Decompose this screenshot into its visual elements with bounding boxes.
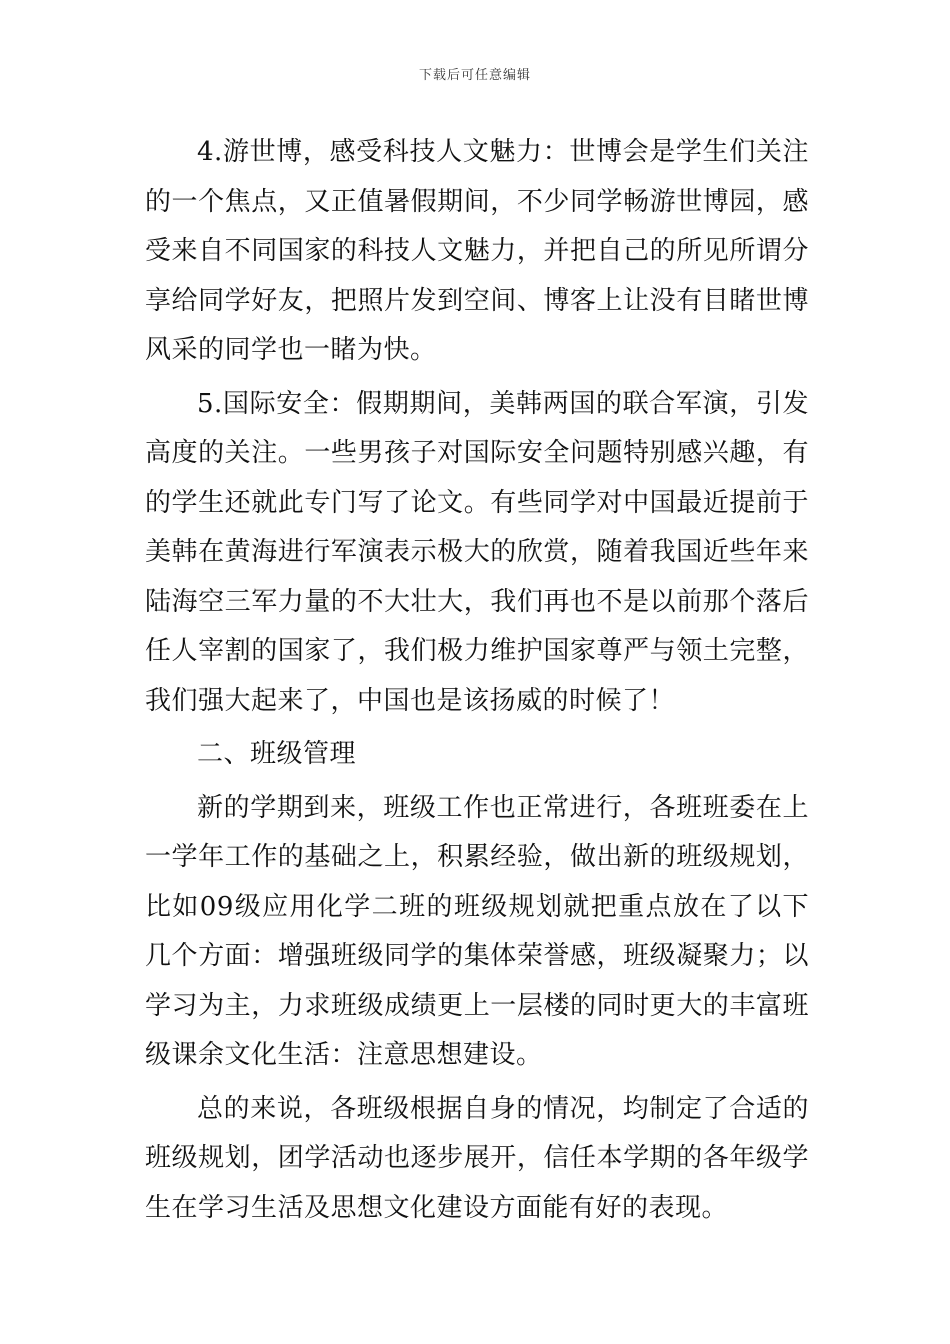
paragraph-expo: 4.游世博，感受科技人文魅力：世博会是学生们关注的一个焦点，又正值暑假期间，不少同学畅游世博园，感受来自不同国家的科技人文魅力，并把自己的所见所谓分享给同学好友，把照片发到空间、博客上让没有目睹世博风采的同学也一睹为快。	[145, 137, 809, 365]
paragraph-new-semester: 新的学期到来，班级工作也正常进行，各班班委在上一学年工作的基础之上，积累经验，做出新的班级规划，比如09级应用化学二班的班级规划就把重点放在了以下几个方面：增强班级同学的集体荣誉感，班级凝聚力；以学习为主，力求班级成绩更上一层楼的同时更大的丰富班级课余文化生活：注意思想建设。	[145, 792, 809, 1070]
paragraph-international-security: 5.国际安全：假期期间，美韩两国的联合军演，引发高度的关注。一些男孩子对国际安全问题特别感兴趣，有的学生还就此专门写了论文。有些同学对中国最近提前于美韩在黄海进行军演表示极大的欣赏，随着我国近些年来陆海空三军力量的不大壮大，我们再也不是以前那个落后任人宰割的国家了，我们极力维护国家尊严与领土完整，我们强大起来了，中国也是该扬威的时候了！	[145, 388, 809, 716]
section-heading-class-management: 二、班级管理	[197, 739, 357, 769]
paragraph-summary: 总的来说，各班级根据自身的情况，均制定了合适的班级规划，团学活动也逐步展开，信任本学期的各年级学生在学习生活及思想文化建设方面能有好的表现。	[145, 1093, 809, 1223]
header-note: 下载后可任意编辑	[418, 68, 531, 83]
document-body	[145, 128, 809, 1237]
